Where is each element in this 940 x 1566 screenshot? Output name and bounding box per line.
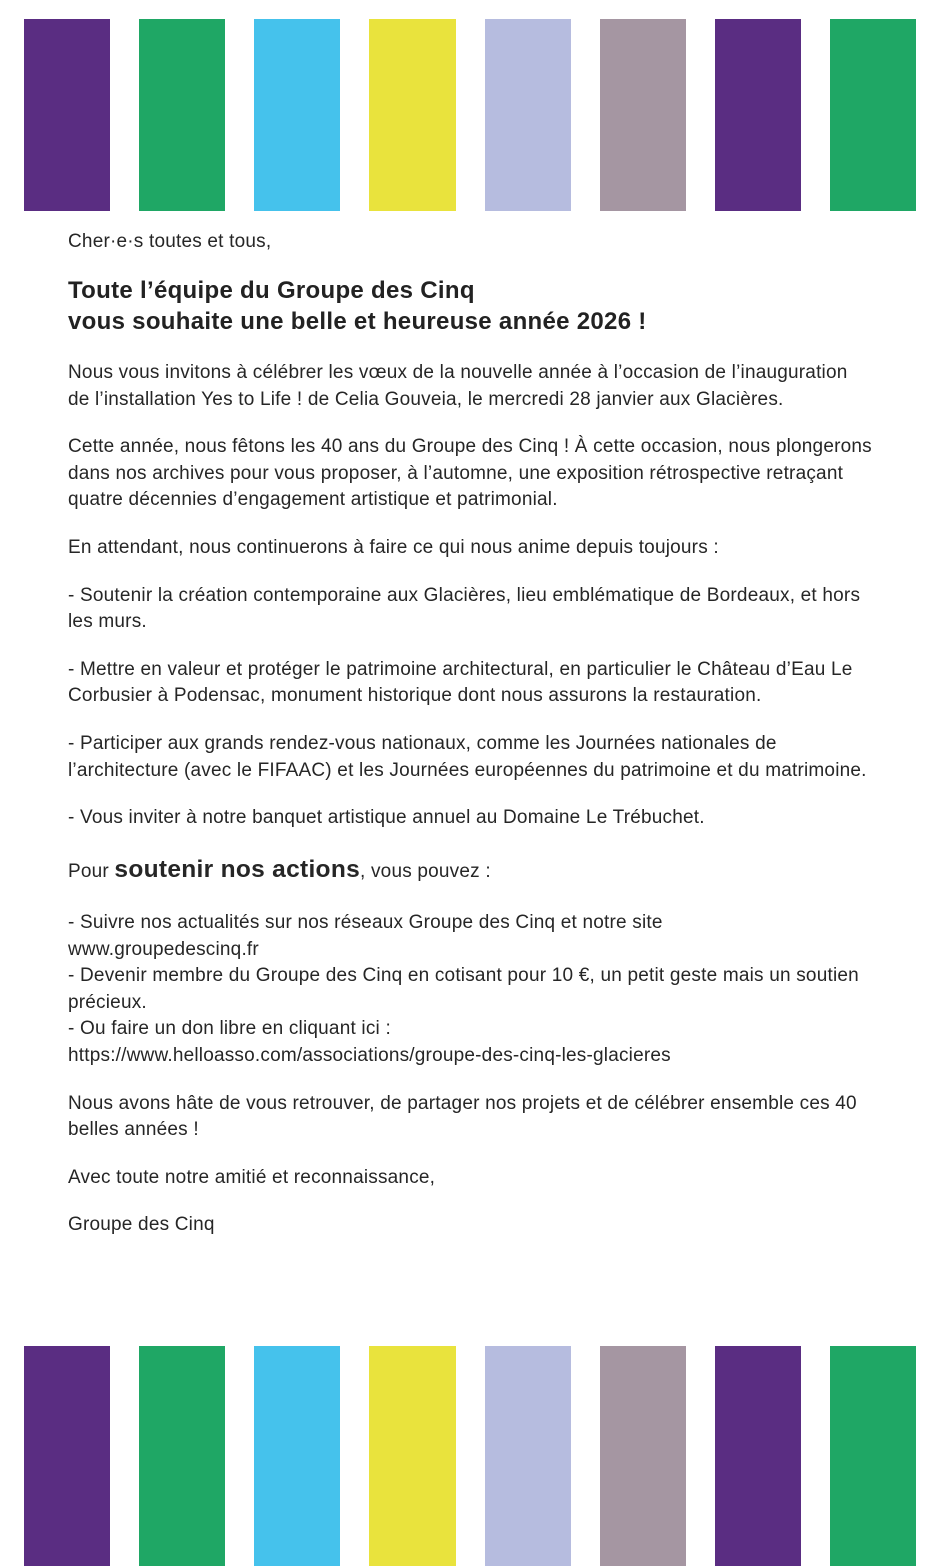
- heading-line-1: Toute l’équipe du Groupe des Cinq: [68, 276, 475, 304]
- stripe-yellow: [369, 1346, 455, 1566]
- stripe-band-bottom: [24, 1346, 916, 1566]
- closing-paragraph: Nous avons hâte de vous retrouver, de partager nos projets et de célébrer ensemble ces 40 belles années !: [68, 1092, 857, 1141]
- stripe-green: [139, 1346, 225, 1566]
- stripe-yellow: [369, 19, 455, 211]
- stripe-green: [139, 19, 225, 211]
- support-item-donation: [68, 1016, 873, 1069]
- support-item-follow-text: - Suivre nos actualités sur nos réseaux Groupe des Cinq et notre site: [68, 911, 663, 933]
- stripe-purple: [715, 1346, 801, 1566]
- stripe-lavender: [485, 1346, 571, 1566]
- support-highlight: soutenir nos actions: [114, 855, 361, 883]
- stripe-purple: [715, 19, 801, 211]
- ongoing-intro: En attendant, nous continuerons à faire ce qui nous anime depuis toujours :: [68, 536, 719, 558]
- bullet-rendez-vous: - Participer aux grands rendez-vous nationaux, comme les Journées nationales de l’architecture (avec le FIFAAC) et les Journées européennes du patrimoine et du matrimoine.: [68, 732, 867, 781]
- invitation-paragraph: Nous vous invitons à célébrer les vœux de la nouvelle année à l’occasion de l’inauguration de l’installation Yes to Life ! de Celia Gouveia, le mercredi 28 janvier aux Glacières.: [68, 361, 848, 410]
- support-item-donation-text: - Ou faire un don libre en cliquant ici :: [68, 1018, 391, 1040]
- heading-line-2: vous souhaite une belle et heureuse année 2026 !: [68, 307, 647, 335]
- support-prefix: Pour: [68, 860, 115, 882]
- bullet-soutenir-creation: - Soutenir la création contemporaine aux Glacières, lieu emblématique de Bordeaux, et hors les murs.: [68, 584, 861, 633]
- stripe-cyan: [254, 1346, 340, 1566]
- letter-heading: [68, 275, 873, 337]
- donation-link[interactable]: https://www.helloasso.com/associations/groupe-des-cinq-les-glacieres: [68, 1044, 671, 1066]
- stripe-mauve: [600, 1346, 686, 1566]
- stripe-purple: [24, 19, 110, 211]
- support-heading: [68, 853, 873, 887]
- stripe-green: [830, 1346, 916, 1566]
- bullet-banquet: - Vous inviter à notre banquet artistique annuel au Domaine Le Trébuchet.: [68, 807, 705, 829]
- support-item-membership: [68, 963, 873, 1016]
- stripe-green: [830, 19, 916, 211]
- support-item-membership-text: - Devenir membre du Groupe des Cinq en cotisant pour 10 €, un petit geste mais un soutien précieux.: [68, 965, 859, 1013]
- anniversary-paragraph: Cette année, nous fêtons les 40 ans du Groupe des Cinq ! À cette occasion, nous plongerons dans nos archives pour vous proposer, à l’automne, une exposition rétrospective retraçant quatre décennies d’engagement artistique et patrimonial.: [68, 436, 872, 511]
- signoff: Avec toute notre amitié et reconnaissance,: [68, 1166, 436, 1188]
- support-item-follow: [68, 910, 873, 963]
- signature: Groupe des Cinq: [68, 1214, 215, 1236]
- stripe-mauve: [600, 19, 686, 211]
- support-list: [68, 910, 873, 1070]
- stripe-cyan: [254, 19, 340, 211]
- support-suffix: , vous pouvez :: [360, 860, 491, 882]
- salutation: Cher·e·s toutes et tous,: [68, 231, 272, 252]
- stripe-band-top: [24, 19, 916, 211]
- stripe-purple: [24, 1346, 110, 1566]
- bullet-patrimoine: - Mettre en valeur et protéger le patrimoine architectural, en particulier le Château d’Eau Le Corbusier à Podensac, monument historique dont nous assurons la restauration.: [68, 658, 853, 707]
- website-link[interactable]: www.groupedescinq.fr: [68, 938, 259, 960]
- letter-panel: [47, 211, 893, 1345]
- stripe-lavender: [485, 19, 571, 211]
